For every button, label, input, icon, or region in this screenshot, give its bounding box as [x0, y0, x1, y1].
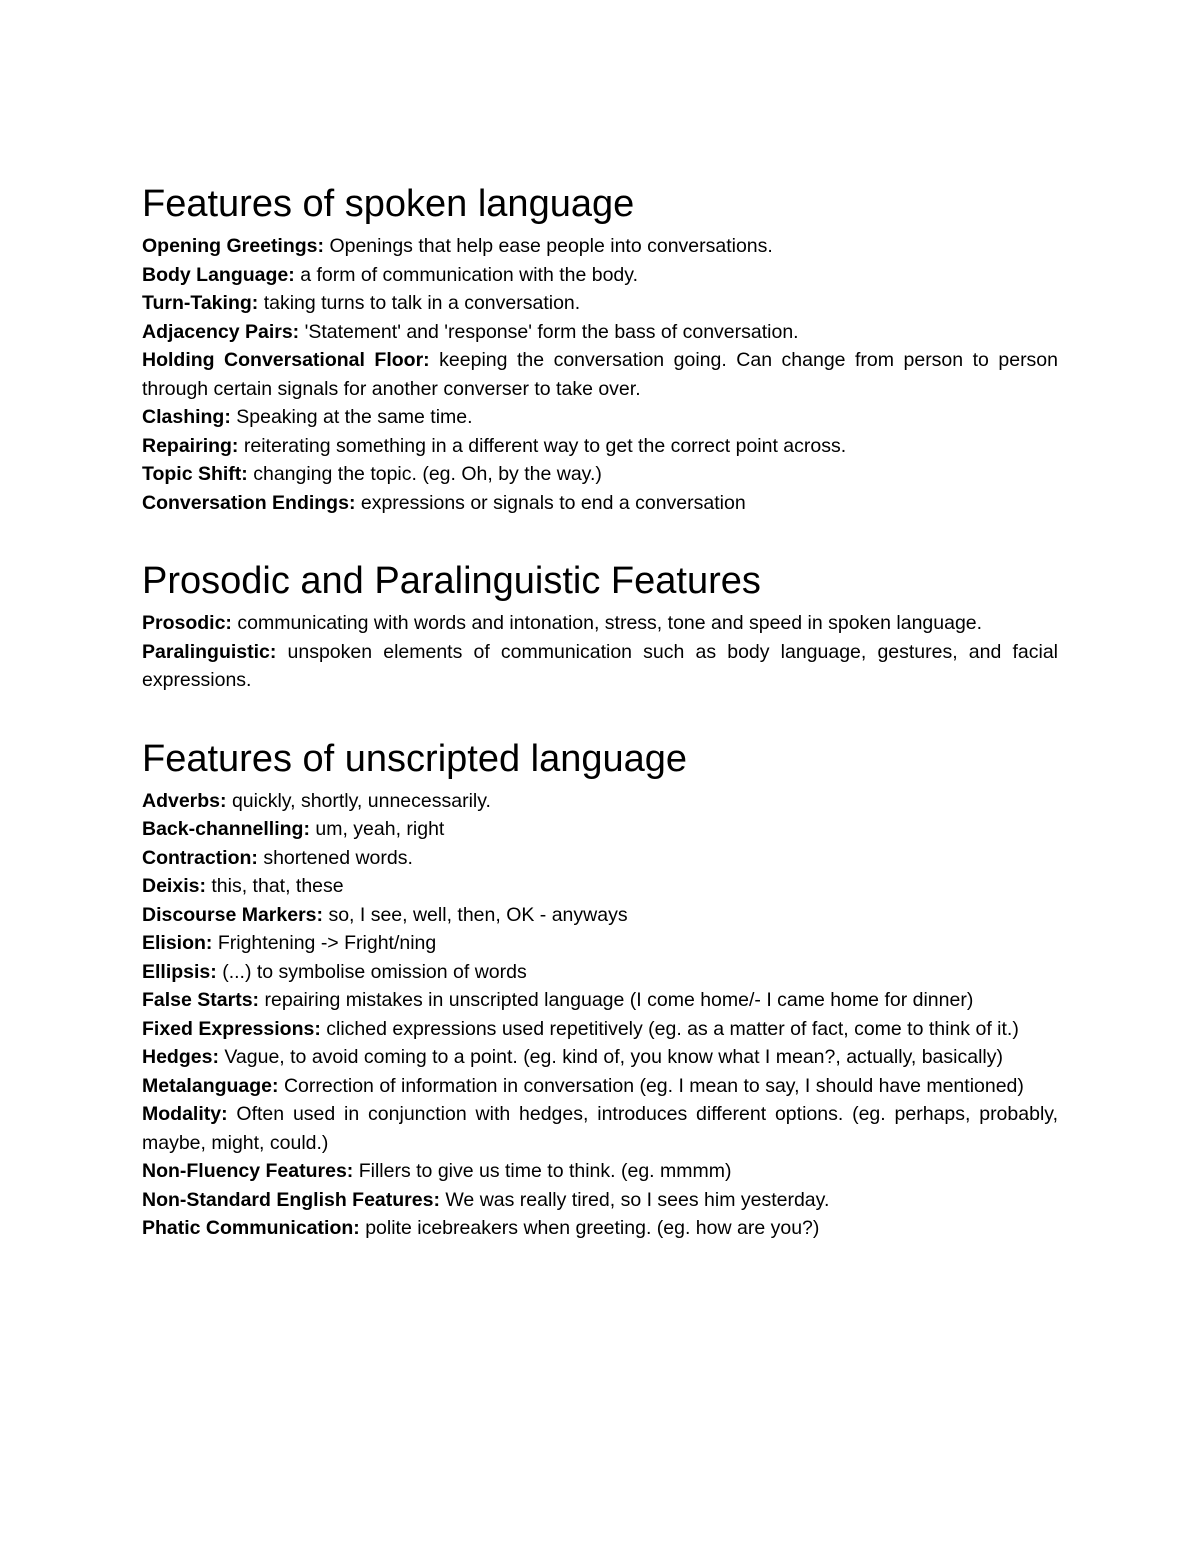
entry-term: Adverbs: — [142, 789, 227, 812]
section-prosodic-paralinguistic — [142, 555, 1058, 695]
entry-term: Body Language: — [142, 263, 295, 286]
section-unscripted-language — [142, 733, 1058, 1243]
entry-term: Metalanguage: — [142, 1074, 279, 1097]
section-spoken-language — [142, 178, 1058, 517]
entry-holding-floor — [142, 346, 1058, 403]
entry-hedges — [142, 1043, 1058, 1072]
entry-description: a form of communication with the body. — [300, 263, 638, 286]
entry-adverbs — [142, 787, 1058, 816]
entry-fixed-expressions — [142, 1015, 1058, 1044]
entry-list — [142, 609, 1058, 695]
section-title: Prosodic and Paralinguistic Features — [142, 560, 761, 602]
entry-description: Vague, to avoid coming to a point. (eg. kind of, you know what I mean?, actually, basically) — [224, 1046, 1003, 1068]
entry-term: Modality: — [142, 1103, 228, 1125]
entry-description: cliched expressions used repetitively (eg. as a matter of fact, come to think of it.) — [326, 1017, 1019, 1040]
entry-term: Holding Conversational Floor: — [142, 349, 430, 371]
entry-term: Non-Fluency Features: — [142, 1160, 354, 1182]
entry-description: Fillers to give us time to think. (eg. mmmm) — [358, 1160, 732, 1182]
entry-description: reiterating something in a different way to get the correct point across. — [243, 434, 847, 457]
entry-term: Adjacency Pairs: — [142, 320, 300, 343]
entry-list — [142, 787, 1058, 1243]
entry-adjacency-pairs — [142, 318, 1058, 347]
entry-non-standard-english — [142, 1186, 1058, 1215]
entry-term: Opening Greetings: — [142, 235, 325, 257]
entry-term: Repairing: — [142, 434, 239, 457]
entry-non-fluency-features — [142, 1157, 1058, 1186]
entry-term: Non-Standard English Features: — [142, 1188, 440, 1211]
entry-term: Ellipsis: — [142, 960, 217, 983]
entry-term: Fixed Expressions: — [142, 1017, 321, 1040]
entry-phatic-communication — [142, 1214, 1058, 1243]
entry-description: repairing mistakes in unscripted language (I come home/- I came home for dinner) — [264, 989, 974, 1011]
entry-description: We was really tired, so I sees him yesterday. — [445, 1188, 830, 1211]
entry-elision — [142, 929, 1058, 958]
entry-description: taking turns to talk in a conversation. — [263, 292, 581, 314]
entry-term: Conversation Endings: — [142, 491, 356, 514]
entry-term: Paralinguistic: — [142, 640, 277, 663]
entry-term: Prosodic: — [142, 612, 232, 634]
entry-description: Openings that help ease people into conversations. — [329, 235, 773, 257]
entry-description: expressions or signals to end a conversation — [360, 491, 746, 514]
entry-description: so, I see, well, then, OK - anyways — [328, 903, 628, 926]
entry-description: 'Statement' and 'response' form the bass of conversation. — [304, 320, 799, 343]
entry-metalanguage — [142, 1072, 1058, 1101]
entry-term: Turn-Taking: — [142, 292, 259, 314]
entry-description: um, yeah, right — [315, 818, 445, 840]
entry-term: Elision: — [142, 932, 213, 954]
entry-paralinguistic — [142, 638, 1058, 695]
entry-modality — [142, 1100, 1058, 1157]
entry-term: Deixis: — [142, 875, 206, 897]
entry-conversation-endings — [142, 489, 1058, 518]
entry-back-channelling — [142, 815, 1058, 844]
entry-description: communicating with words and intonation, stress, tone and speed in spoken language. — [237, 612, 983, 634]
entry-description: Frightening -> Fright/ning — [217, 932, 437, 954]
entry-prosodic — [142, 609, 1058, 638]
entry-term: Clashing: — [142, 406, 231, 428]
entry-term: Discourse Markers: — [142, 903, 324, 926]
entry-topic-shift — [142, 460, 1058, 489]
entry-term: Topic Shift: — [142, 463, 248, 485]
entry-description: Correction of information in conversation (eg. I mean to say, I should have mentioned) — [283, 1074, 1024, 1097]
entry-description: keeping the conversation going. Can change from person to person through certain signals for another converser to take over. — [142, 349, 1058, 400]
entry-body-language — [142, 261, 1058, 290]
entry-description: Speaking at the same time. — [236, 406, 473, 428]
entry-clashing — [142, 403, 1058, 432]
entry-description: quickly, shortly, unnecessarily. — [231, 789, 491, 812]
entry-description: (...) to symbolise omission of words — [222, 960, 527, 983]
section-title: Features of spoken language — [142, 183, 635, 225]
document-page — [142, 178, 1058, 1243]
entry-term: Phatic Communication: — [142, 1217, 360, 1239]
entry-description: Often used in conjunction with hedges, introduces different options. (eg. perhaps, probably, maybe, might, could.) — [142, 1103, 1058, 1154]
entry-ellipsis — [142, 958, 1058, 987]
entry-term: False Starts: — [142, 989, 260, 1011]
entry-list — [142, 232, 1058, 517]
entry-description: changing the topic. (eg. Oh, by the way.) — [253, 463, 602, 485]
entry-false-starts — [142, 986, 1058, 1015]
entry-contraction — [142, 844, 1058, 873]
entry-opening-greetings — [142, 232, 1058, 261]
entry-term: Back-channelling: — [142, 818, 310, 840]
section-title: Features of unscripted language — [142, 737, 688, 780]
entry-description: polite icebreakers when greeting. (eg. how are you?) — [365, 1217, 820, 1239]
entry-deixis — [142, 872, 1058, 901]
entry-discourse-markers — [142, 901, 1058, 930]
entry-repairing — [142, 432, 1058, 461]
entry-description: shortened words. — [263, 846, 413, 869]
entry-description: unspoken elements of communication such as body language, gestures, and facial expressions. — [142, 640, 1058, 691]
entry-description: this, that, these — [211, 875, 344, 897]
entry-term: Hedges: — [142, 1046, 219, 1068]
entry-turn-taking — [142, 289, 1058, 318]
entry-term: Contraction: — [142, 846, 258, 869]
